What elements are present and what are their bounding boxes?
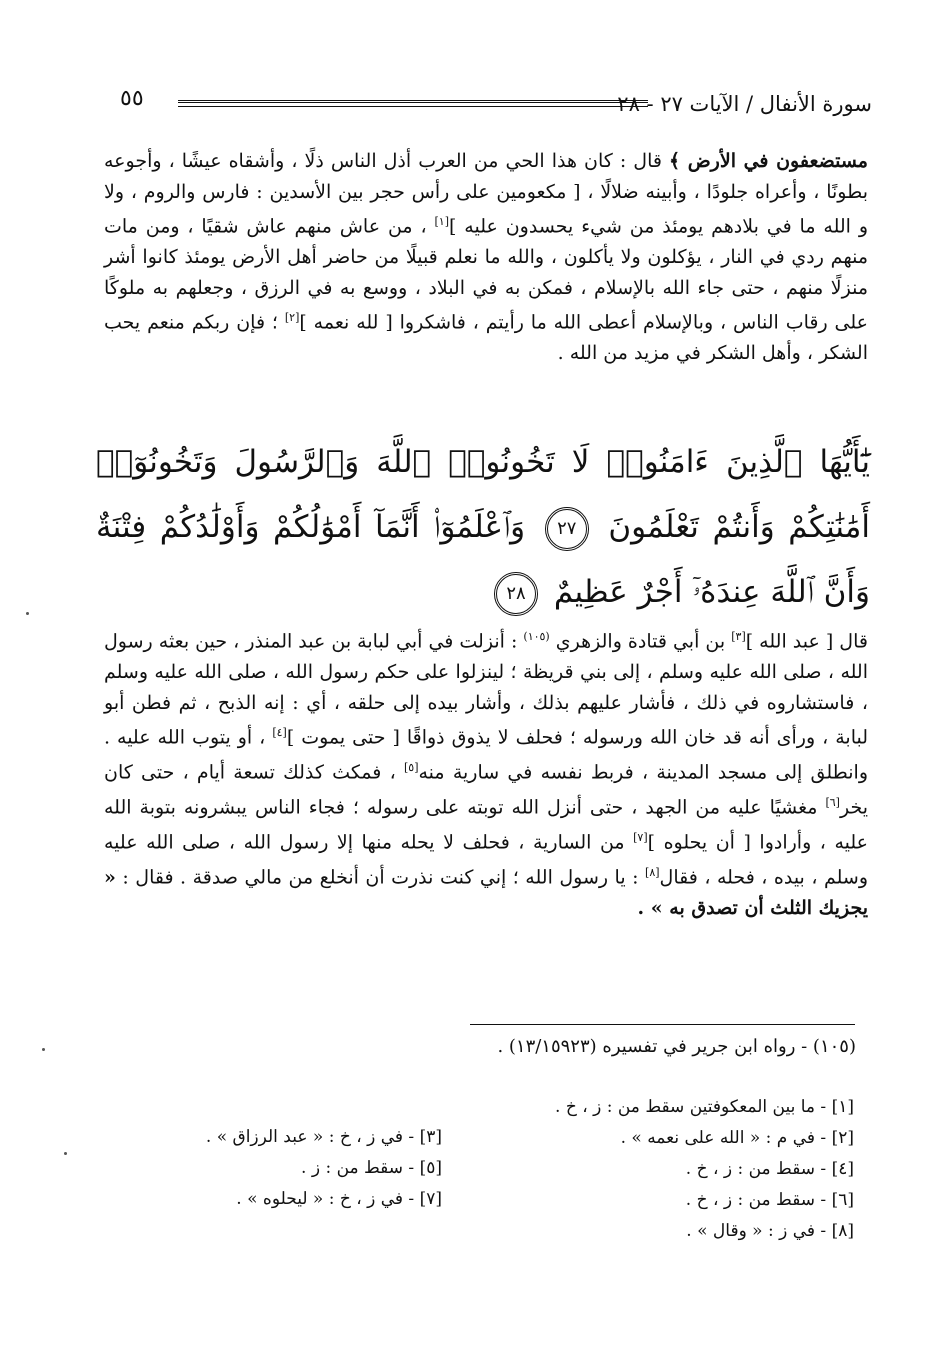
commentary-paragraph-2 <box>104 622 868 923</box>
hadith-quote: « يجزيك الثلث أن تصدق به » . <box>104 866 868 919</box>
source-footnote: (١٠٥) - رواه ابن جرير في تفسيره (١٣/١٥٩٢٣) . <box>497 1036 856 1057</box>
scan-speck <box>42 1048 45 1051</box>
footnote-ref: [٥] <box>403 761 419 775</box>
note-item: [٧] - في ز ، خ : « ليحلوه » . <box>236 1189 442 1209</box>
footnote-divider <box>470 1024 855 1025</box>
page-number: ٥٥ <box>120 86 144 111</box>
header-rule <box>178 100 648 107</box>
footnote-ref: [٦] <box>825 795 840 809</box>
source-ref: (١٠٥) <box>523 630 550 643</box>
footnote-ref: [١] <box>434 215 449 229</box>
footnote-ref: [٨] <box>645 865 660 879</box>
lead-phrase: مستضعفون في الأرض ﴾ <box>668 150 868 172</box>
footnote-ref: [٧] <box>633 830 648 844</box>
footnote-ref: [٣] <box>731 630 746 643</box>
text: ، فمكث كذلك تسعة أيام ، حتى كان يخر <box>104 761 869 819</box>
notes-column-left <box>206 1122 442 1215</box>
scan-speck <box>26 612 29 615</box>
text: قال [ عبد الله ] <box>745 630 868 653</box>
note-item: [٤] - سقط من : ز ، خ . <box>685 1159 854 1179</box>
footnote-ref: [٤] <box>272 726 287 740</box>
note-item: [٢] - في م : « الله على نعمه » . <box>620 1128 854 1148</box>
surah-title: سورة الأنفال / الآيات ٢٧ - ٢٨ <box>617 92 872 116</box>
verse-27-text: يَٰٓأَيُّهَا ٱلَّذِينَ ءَامَنُوا۟ لَا تَخُونُوا۟ ٱللَّهَ وَٱلرَّسُولَ وَتَخُونُوٓا۟ أَمَٰنَٰتِكُمْ وَأَنتُمْ تَعْلَمُونَ <box>96 444 870 545</box>
text: بن أبي قتادة والزهري <box>555 630 726 653</box>
verse-number-medallion: ٢٨ <box>494 572 538 616</box>
scan-speck <box>64 1152 67 1155</box>
page-header <box>120 86 872 126</box>
text: ؛ فإن ربكم منعم يحب الشكر ، وأهل الشكر في مزيد من الله . <box>104 311 868 365</box>
commentary-paragraph-1 <box>104 146 868 369</box>
verse-number-medallion: ٢٧ <box>545 507 589 551</box>
text: ، أو يتوب الله عليه . وانطلق إلى مسجد المدينة ، فربط نفسه في سارية منه <box>104 726 868 784</box>
text: : يا رسول الله ؛ إني كنت نذرت أن أنخلع من مالي صدقة . فقال : <box>122 866 639 889</box>
note-item: [٥] - سقط من : ز . <box>301 1158 442 1178</box>
verse-28-text: وَٱعْلَمُوٓا۟ أَنَّمَآ أَمْوَٰلُكُمْ وَأَوْلَٰدُكُمْ فِتْنَةٌ وَأَنَّ ٱللَّهَ عِندَهُۥٓ أَجْرٌ عَظِيمٌ <box>96 509 870 610</box>
text: ، من عاش منهم عاش شقيًا ، ومن مات منهم ردي في النار ، يؤكلون ولا يأكلون ، والله ما نعلم قبيلًا من حاضر أهل الأرض يومئذ كانوا أشر منزلًا منهم ، حتى جاء الله بالإسلام ، فمكن به في البلاد ، ووسع به في الرزق ، وجعلهم به ملوكًا على رقاب الناس ، وبالإسلام أعطى الله ما رأيتم ، فاشكروا [ لله نعمه ] <box>104 215 868 334</box>
footnote-ref: [٢] <box>284 311 300 325</box>
notes-column-right <box>555 1092 854 1247</box>
note-item: [٣] - في ز ، خ : « عبد الرزاق » . <box>205 1127 442 1147</box>
text: مغشيًا عليه من الجهد ، حتى أنزل الله توبته على رسوله ؛ فجاء الناس يبشرونه بتوبة الله عليه ، وأرادوا [ أن يحلوه ] <box>104 796 868 854</box>
note-item: [٦] - سقط من : ز ، خ . <box>685 1190 854 1210</box>
text: قال : كان هذا الحي من العرب أذل الناس ذلًا ، وأشقاه عيشًا ، وأجوعه بطونًا ، وأعراه جلودًا ، وأبينه ضلالًا ، [ مكعومين على رأس حجر بين الأسدين : فارس والروم ، ولا و الله ما في بلادهم يومئذ من شيء يحسدون عليه ] <box>104 150 868 238</box>
note-item: [٨] - في ز : « وقال » . <box>686 1221 854 1241</box>
text: : أنزلت في أبي لبابة بن عبد المنذر ، حين بعثه رسول الله ، صلى الله عليه وسلم ، إلى بني قريظة ؛ لينزلوا على حكم رسول الله ، صلى الله عليه وسلم ، فاستشاروه في ذلك ، فأشار عليهم بذلك ، وأشار بيده إلى حلقه ، أي : إنه الذبح ، ثم فطن أبو لبابة ، ورأى أنه قد خان الله ورسوله ؛ فحلف لا يذوق ذواقًا [ حتى يموت ] <box>104 630 869 749</box>
quran-verses <box>96 430 870 625</box>
text: من السارية ، فحلف لا يحله منها إلا رسول الله ، صلى الله عليه وسلم ، بيده ، فحله ، فقال <box>104 831 868 889</box>
note-item: [١] - ما بين المعكوفتين سقط من : ز ، خ . <box>555 1097 854 1117</box>
